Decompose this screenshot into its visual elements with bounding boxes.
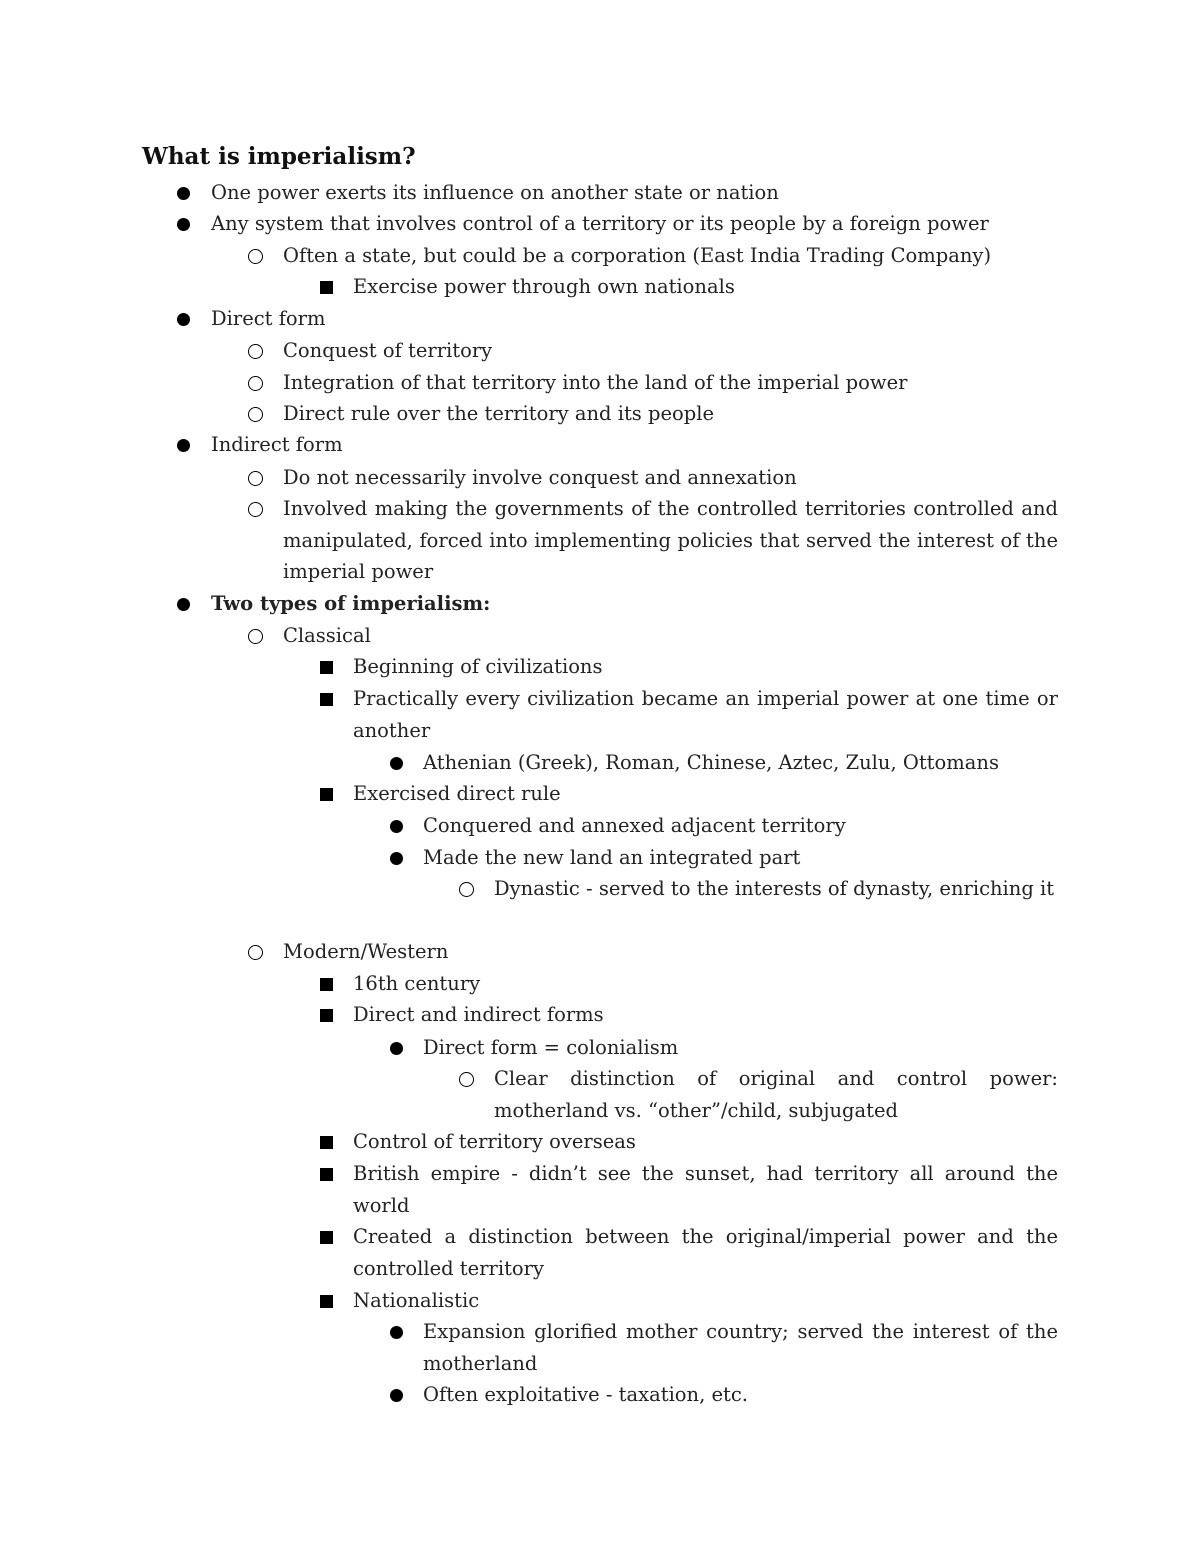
list-item-text: Made the new land an integrated part <box>423 846 801 869</box>
list-item <box>353 683 1058 746</box>
bullet-disc-icon <box>177 313 190 326</box>
list-item-text: Do not necessarily involve conquest and annexation <box>283 466 797 489</box>
bullet-square-icon <box>320 1136 333 1149</box>
bullet-disc-icon <box>390 1389 403 1402</box>
list-item <box>423 747 1058 779</box>
list-item-text: Nationalistic <box>353 1289 480 1312</box>
list-item <box>353 1285 1058 1317</box>
list-item <box>423 1379 1058 1411</box>
list-item-text: Dynastic - served to the interests of dynasty, enriching it <box>494 877 1055 900</box>
list-item <box>423 1316 1058 1379</box>
list-item-text: 16th century <box>353 972 481 995</box>
list-item-text: Conquered and annexed adjacent territory <box>423 814 846 837</box>
bullet-square-icon <box>320 1231 333 1244</box>
bullet-circle-icon <box>248 249 263 264</box>
list-item <box>423 1032 1058 1064</box>
list-item <box>283 620 1058 652</box>
list-item <box>494 1063 1058 1126</box>
bullet-circle-icon <box>248 945 263 960</box>
list-item-text: Practically every civilization became an imperial power at one time or another <box>353 687 1058 742</box>
list-item <box>353 1158 1058 1221</box>
list-item <box>353 968 1058 1000</box>
bullet-circle-icon <box>248 376 263 391</box>
bullet-square-icon <box>320 1295 333 1308</box>
list-item-text: Involved making the governments of the controlled territories controlled and manipulated, forced into implementing policies that served the interest of the imperial power <box>283 497 1058 584</box>
list-item-text: Often exploitative - taxation, etc. <box>423 1383 748 1406</box>
bullet-disc-icon <box>390 1042 403 1055</box>
bullet-disc-icon <box>390 852 403 865</box>
bullet-disc-icon <box>177 598 190 611</box>
list-item-text: Direct rule over the territory and its people <box>283 402 715 425</box>
list-item <box>353 651 1058 683</box>
list-item-text: Classical <box>283 624 371 647</box>
bullet-disc-icon <box>177 218 190 231</box>
list-item-text: Clear distinction of original and control power: motherland vs. “other”/child, subjugated <box>494 1067 1058 1122</box>
list-item <box>353 271 1058 303</box>
list-item-text: Beginning of civilizations <box>353 655 603 678</box>
list-item <box>283 936 1058 968</box>
page-title: What is imperialism? <box>142 143 416 170</box>
bullet-disc-icon <box>390 820 403 833</box>
list-item <box>283 462 1058 494</box>
bullet-disc-icon <box>390 757 403 770</box>
list-item-text: Indirect form <box>211 433 343 456</box>
list-item-text: Control of territory overseas <box>353 1130 636 1153</box>
list-item <box>353 1221 1058 1284</box>
list-item <box>211 588 1058 620</box>
list-item <box>283 335 1058 367</box>
bullet-square-icon <box>320 1009 333 1022</box>
list-item <box>283 493 1058 588</box>
list-item-text: Expansion glorified mother country; served the interest of the motherland <box>423 1320 1058 1375</box>
list-item <box>353 999 1058 1031</box>
bullet-square-icon <box>320 788 333 801</box>
bullet-circle-icon <box>248 629 263 644</box>
bullet-square-icon <box>320 693 333 706</box>
list-item-text: Exercise power through own nationals <box>353 275 735 298</box>
list-item-text: Athenian (Greek), Roman, Chinese, Aztec, Zulu, Ottomans <box>423 751 999 774</box>
bullet-circle-icon <box>248 502 263 517</box>
list-item-text: Two types of imperialism: <box>211 592 491 615</box>
list-item-text: Any system that involves control of a territory or its people by a foreign power <box>211 212 989 235</box>
bullet-disc-icon <box>177 187 190 200</box>
list-item-text: Created a distinction between the original/imperial power and the controlled territory <box>353 1225 1058 1280</box>
bullet-circle-icon <box>248 471 263 486</box>
bullet-circle-icon <box>248 344 263 359</box>
list-item-text: One power exerts its influence on another state or nation <box>211 181 779 204</box>
list-item <box>283 367 1058 399</box>
list-item-text: Integration of that territory into the land of the imperial power <box>283 371 908 394</box>
list-item <box>423 842 1058 874</box>
bullet-square-icon <box>320 661 333 674</box>
list-item-text: Often a state, but could be a corporation (East India Trading Company) <box>283 244 992 267</box>
list-item-text: Direct and indirect forms <box>353 1003 604 1026</box>
bullet-circle-icon <box>248 407 263 422</box>
list-item-text: Direct form = colonialism <box>423 1036 679 1059</box>
bullet-circle-icon <box>459 1072 474 1087</box>
list-item-text: Modern/Western <box>283 940 449 963</box>
bullet-square-icon <box>320 281 333 294</box>
list-item <box>353 1126 1058 1158</box>
list-item <box>211 429 1058 461</box>
list-item <box>211 208 1058 240</box>
list-item <box>211 303 1058 335</box>
list-item-text: Direct form <box>211 307 326 330</box>
list-item-text: Exercised direct rule <box>353 782 561 805</box>
list-item-text: British empire - didn’t see the sunset, had territory all around the world <box>353 1162 1058 1217</box>
list-item <box>283 398 1058 430</box>
list-item <box>211 177 1058 209</box>
bullet-disc-icon <box>177 439 190 452</box>
list-item <box>494 873 1058 905</box>
bullet-circle-icon <box>459 882 474 897</box>
list-item-text: Conquest of territory <box>283 339 493 362</box>
list-item <box>283 240 1058 272</box>
bullet-square-icon <box>320 978 333 991</box>
list-item <box>353 778 1058 810</box>
bullet-disc-icon <box>390 1326 403 1339</box>
bullet-square-icon <box>320 1168 333 1181</box>
list-item <box>423 810 1058 842</box>
